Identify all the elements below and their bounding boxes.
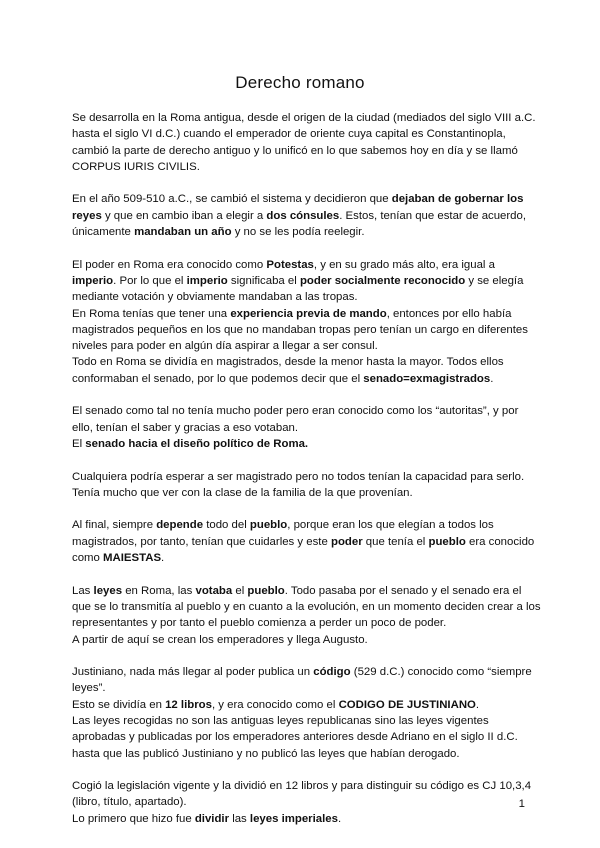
bold-text: senado hacia el diseño político de Roma.: [85, 437, 309, 450]
text-run: .: [161, 552, 165, 565]
text-run: . Todo pasaba por el senado y el senado era el que se lo transmitía al pueblo y en cuanto a la evolución, en un momento deciden crear a los representantes y por tanto el pueblo comienza a perder un poco de poder.: [72, 584, 541, 630]
bold-text: votaba: [195, 584, 233, 597]
text-run: Justiniano, nada más llegar al poder publica un: [72, 666, 314, 679]
body-paragraph: [72, 354, 542, 387]
body-paragraph: [72, 583, 542, 632]
text-run: Las leyes recogidas no son las antiguas leyes republicanas sino las leyes vigentes aprobadas y publicadas por los emperadores anteriores desde Adriano en el siglo II d.C. hasta que las publicó Justiniano y no publicó las leyes que habían derogado.: [72, 714, 518, 760]
body-paragraph: [72, 191, 542, 240]
text-run: El senado como tal no tenía mucho poder pero eran conocido como los “autoritas”, y por ello, tenían el saber y gracias a eso votaban.: [72, 405, 519, 434]
bold-text: imperio: [72, 274, 114, 287]
text-run: Todo en Roma se dividía en magistrados, desde la menor hasta la mayor. Todos ellos conformaban el senado, por lo que podemos decir que el: [72, 356, 504, 385]
text-run: y que en cambio iban a elegir a: [101, 209, 267, 222]
body-paragraph: [72, 517, 542, 566]
text-run: significaba el: [227, 274, 300, 287]
body-paragraph: [72, 469, 542, 502]
text-run: En el año 509-510 a.C., se cambió el sistema y decidieron que: [72, 193, 392, 206]
text-run: Las: [72, 584, 94, 597]
text-run: , porque eran los que elegían a todos los magistrados, por tanto, tenían que cuidarles y este: [72, 519, 494, 548]
text-run: Se desarrolla en la Roma antigua, desde el origen de la ciudad (mediados del siglo VIII a.C. hasta el siglo VI d.C.) cuando el emperador de oriente cuya capital es Constantinopla, cambió la parte de derecho antiguo y lo unificó en lo que sabemos hoy en día y se llamó CORPUS IURIS CIVILIS.: [72, 112, 536, 173]
text-run: en Roma, las: [122, 584, 196, 597]
bold-text: senado=exmagistrados: [363, 372, 491, 385]
bold-text: código: [313, 666, 351, 679]
text-run: Cogió la legislación vigente y la dividió en 12 libros y para distinguir su código es CJ 10,3,4 (libro, título, apartado).: [72, 780, 532, 809]
bold-text: leyes imperiales: [249, 812, 338, 825]
text-run: . Por lo que el: [113, 274, 187, 287]
bold-text: dos cónsules: [266, 209, 340, 222]
body-paragraph: [72, 436, 542, 452]
bold-text: imperio: [186, 274, 228, 287]
text-run: , y en su grado más alto, era igual a: [313, 258, 495, 271]
document-title: Derecho romano: [235, 73, 365, 92]
bold-text: leyes: [93, 584, 123, 597]
text-run: las: [229, 812, 250, 825]
body-paragraph: [72, 664, 542, 697]
body-paragraph: [72, 110, 542, 175]
text-run: que tenía el: [362, 535, 429, 548]
body-paragraph: [72, 306, 542, 355]
text-run: A partir de aquí se crean los emperadores y llega Augusto.: [72, 633, 368, 646]
bold-text: dividir: [194, 812, 230, 825]
text-run: (529 d.C.) conocido como “siempre leyes”.: [72, 666, 532, 695]
text-run: Lo primero que hizo fue: [72, 812, 195, 825]
body-paragraph: [72, 811, 542, 827]
text-run: En Roma tenías que tener una: [72, 307, 231, 320]
body-paragraph: [72, 697, 542, 713]
text-run: El: [72, 437, 86, 450]
bold-text: poder socialmente reconocido: [299, 274, 466, 287]
body-paragraph: [72, 632, 542, 648]
text-run: .: [337, 812, 342, 825]
text-run: el: [232, 584, 248, 597]
page-number: 1: [518, 798, 525, 810]
bold-text: mandaban un año: [134, 226, 232, 239]
text-run: , entonces por ello había magistrados pequeños en los que no mandaban tropas pero tenían un cargo en diferentes niveles para poder en algún día aspirar a llegar a ser consul.: [72, 307, 528, 353]
body-paragraph: [72, 713, 542, 762]
bold-text: 12 libros: [165, 698, 212, 711]
text-run: Al final, siempre: [72, 519, 157, 532]
text-run: .: [475, 698, 480, 711]
bold-text: pueblo: [247, 584, 285, 597]
text-run: Cualquiera podría esperar a ser magistrado pero no todos tenían la capacidad para serlo. Tenía mucho que ver con la clase de la familia de la que provenían.: [72, 470, 525, 499]
text-run: Esto se dividía en: [72, 698, 166, 711]
bold-text: pueblo: [249, 519, 288, 532]
bold-text: MAIESTAS: [103, 552, 162, 565]
text-run: .: [490, 372, 494, 385]
text-run: , y era conocido como el: [211, 698, 339, 711]
text-run: y no se les podía reelegir.: [231, 226, 365, 239]
bold-text: depende: [156, 519, 204, 532]
text-run: El poder en Roma era conocido como: [72, 258, 267, 271]
text-run: todo del: [203, 519, 250, 532]
text-run: era conocido como: [72, 535, 535, 565]
body-paragraph: [72, 403, 542, 436]
bold-text: poder: [330, 535, 363, 548]
body-paragraph: [72, 778, 542, 811]
body-paragraph: [72, 257, 542, 306]
text-run: y se elegía mediante votación y obviamente mandaban a las tropas.: [72, 274, 524, 304]
bold-text: experiencia previa de mando: [230, 307, 387, 320]
bold-text: Potestas: [266, 258, 314, 271]
text-run: . Estos, tenían que estar de acuerdo, únicamente: [72, 209, 527, 239]
bold-text: CODIGO DE JUSTINIANO: [338, 698, 476, 711]
bold-text: dejaban de gobernar los reyes: [72, 193, 524, 222]
document-body: [72, 110, 542, 827]
bold-text: pueblo: [428, 535, 466, 548]
